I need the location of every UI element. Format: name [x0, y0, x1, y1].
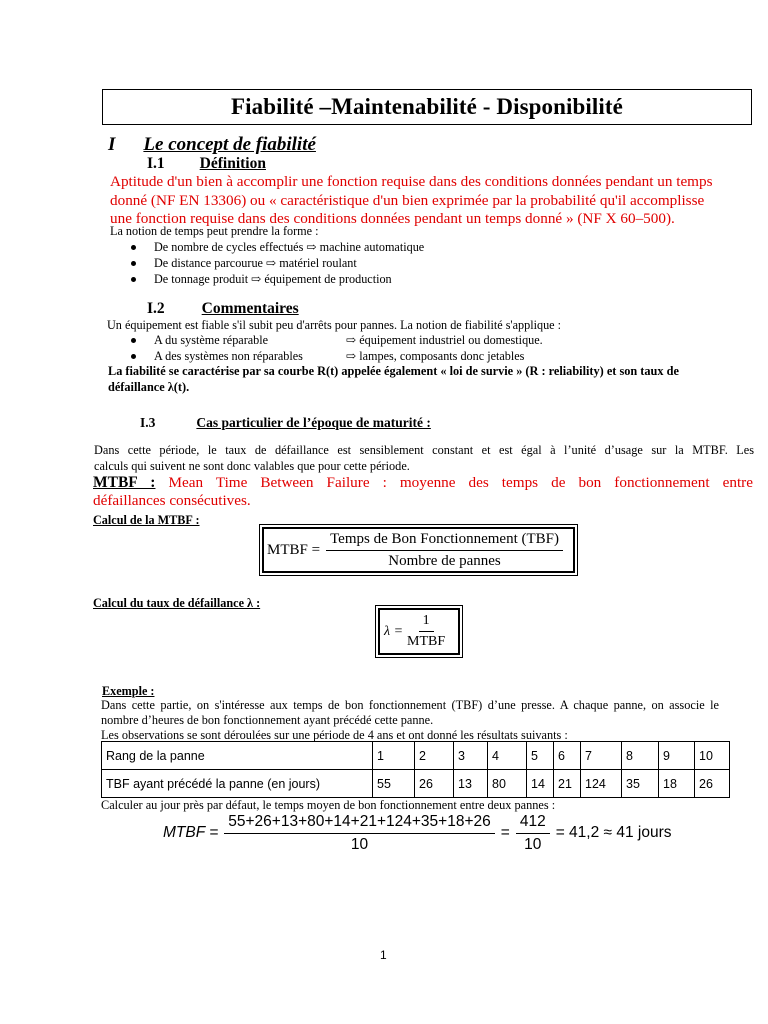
time-notion-intro: La notion de temps peut prendre la forme :	[110, 224, 319, 238]
equals-sign: =	[500, 824, 510, 841]
list-item	[131, 255, 424, 271]
subsection-1-1-number: I.1	[147, 155, 165, 172]
paragraph-line: nombre d’heures de bon fonctionnement ayant précédé cette panne.	[101, 713, 434, 727]
page-title: Fiabilité –Maintenabilité - Disponibilité	[231, 94, 623, 119]
table-cell: 55	[373, 770, 415, 798]
definition-line: donné (NF EN 13306) ou « caractéristique d'un bien exprimée par la probabilité qu'il accomplisse	[110, 191, 705, 209]
comments-intro: Un équipement est fiable s'il subit peu d'arrêts pour pannes. La notion de fiabilité s'applique :	[107, 318, 562, 332]
table-row	[102, 742, 730, 770]
mtbf-formula-box	[262, 527, 575, 573]
calc-instruction: Calculer au jour près par défaut, le temps moyen de bon fonctionnement entre deux pannes :	[101, 798, 556, 812]
list-item	[131, 348, 751, 364]
result-lhs: MTBF =	[163, 824, 219, 841]
subsection-1-1-heading	[147, 155, 266, 173]
table-cell: 13	[454, 770, 488, 798]
example-paragraph	[101, 698, 719, 743]
subsection-1-2-number: I.2	[147, 300, 165, 317]
bullet-icon	[131, 261, 136, 266]
fraction-numerator: Temps de Bon Fonctionnement (TBF)	[326, 531, 563, 551]
mtbf-calc-label	[93, 513, 200, 528]
table-cell: 26	[415, 770, 454, 798]
list-item	[131, 332, 751, 348]
fraction-numerator: 55+26+13+80+14+21+124+35+18+26	[224, 813, 495, 834]
paragraph-line: Dans cette période, le taux de défaillance est sensiblement constant et est égal à l’unité d’usage sur la MTBF. Les	[94, 443, 754, 457]
result-value: = 41,2 ≈ 41 jours	[555, 824, 672, 841]
mtbf-term: MTBF :	[93, 474, 156, 491]
table-cell: 18	[659, 770, 695, 798]
characterization-line: défaillance λ(t).	[108, 380, 190, 394]
list-item	[131, 239, 424, 255]
lambda-formula-lhs: λ =	[384, 623, 404, 639]
example-label-text: Exemple :	[102, 684, 155, 698]
paragraph-line: Les observations se sont déroulées sur une période de 4 ans et ont donné les résultats suivants :	[101, 728, 568, 742]
paragraph-line: calculs qui suivent ne sont donc valables que pour cette période.	[94, 458, 410, 473]
lambda-fraction	[407, 613, 445, 650]
mtbf-meaning-cont: défaillances consécutives.	[93, 492, 251, 509]
fraction-numerator: 412	[516, 813, 550, 834]
applicability-list	[131, 332, 751, 364]
mtbf-meaning: Mean Time Between Failure : moyenne des temps de bon fonctionnement entre	[155, 474, 753, 491]
list-item-detail: ⇨ lampes, composants donc jetables	[346, 348, 525, 363]
table-cell: 80	[488, 770, 527, 798]
list-item-text: A des systèmes non réparables	[154, 348, 303, 363]
table-cell: 8	[622, 742, 659, 770]
bullet-icon	[131, 354, 136, 359]
maturity-paragraph	[94, 443, 754, 474]
example-label	[102, 684, 154, 699]
table-cell: 26	[695, 770, 730, 798]
mtbf-result-formula	[163, 812, 672, 854]
list-item-text: De distance parcourue ⇨ matériel roulant	[154, 255, 357, 270]
subsection-1-2-heading	[147, 300, 299, 318]
fraction-denominator: 10	[350, 835, 369, 853]
page-number: 1	[380, 948, 387, 962]
table-cell: 4	[488, 742, 527, 770]
characterization-line: La fiabilité se caractérise par sa courbe R(t) appelée également « loi de survie » (R : reliability) et son taux de	[108, 364, 679, 378]
tbf-observation-table	[101, 741, 730, 798]
table-cell: 6	[554, 742, 581, 770]
table-cell: 9	[659, 742, 695, 770]
table-cell: 3	[454, 742, 488, 770]
reliability-definition	[110, 173, 760, 229]
section-1-title: Le concept de fiabilité	[143, 134, 316, 155]
fraction-denominator: Nombre de pannes	[388, 552, 501, 569]
list-item-detail: ⇨ équipement industriel ou domestique.	[346, 332, 543, 347]
section-1-heading	[108, 134, 316, 156]
definition-line: Aptitude d'un bien à accomplir une fonction requise dans des conditions données pendant un temps	[110, 173, 713, 190]
time-notion-list	[131, 239, 424, 287]
table-cell: 1	[373, 742, 415, 770]
list-item	[131, 271, 424, 287]
table-cell: 35	[622, 770, 659, 798]
mtbf-formula-lhs: MTBF =	[267, 541, 321, 558]
list-item-text: De tonnage produit ⇨ équipement de production	[154, 271, 392, 286]
title-box	[102, 89, 752, 125]
mtbf-calc-label-text: Calcul de la MTBF :	[93, 513, 200, 527]
lambda-calc-label	[93, 596, 260, 611]
subsection-1-3-heading	[140, 414, 431, 432]
fraction-numerator: 1	[419, 613, 434, 632]
list-item-text: De nombre de cycles effectués ⇨ machine automatique	[154, 239, 425, 254]
table-cell: 14	[527, 770, 554, 798]
table-row-header: Rang de la panne	[102, 742, 373, 770]
fraction-denominator: MTBF	[407, 634, 446, 649]
fraction-denominator: 10	[524, 835, 542, 853]
table-cell: 5	[527, 742, 554, 770]
lambda-calc-label-text: Calcul du taux de défaillance λ :	[93, 596, 261, 610]
sum-fraction	[224, 813, 495, 854]
table-row	[102, 770, 730, 798]
mtbf-fraction	[326, 531, 563, 570]
subsection-1-3-number: I.3	[140, 415, 156, 430]
lambda-formula-box	[378, 608, 460, 655]
list-item-text: A du système réparable	[154, 332, 269, 347]
bullet-icon	[131, 338, 136, 343]
definition-line: une fonction requise dans des conditions données pendant un temps donné » (NF X 60–500).	[110, 210, 675, 227]
table-row-header: TBF ayant précédé la panne (en jours)	[102, 770, 373, 798]
subsection-1-1-title: Définition	[199, 155, 266, 172]
bullet-icon	[131, 245, 136, 250]
bullet-icon	[131, 277, 136, 282]
section-1-number: I	[108, 134, 116, 155]
mtbf-definition	[93, 474, 753, 510]
table-cell: 124	[581, 770, 622, 798]
subsection-1-2-title: Commentaires	[201, 300, 299, 317]
table-cell: 10	[695, 742, 730, 770]
reliability-characterization	[108, 363, 758, 395]
total-fraction	[516, 813, 550, 854]
table-cell: 7	[581, 742, 622, 770]
paragraph-line: Dans cette partie, on s'intéresse aux temps de bon fonctionnement (TBF) d’une presse. A chaque panne, on associe le	[101, 698, 719, 712]
table-cell: 2	[415, 742, 454, 770]
subsection-1-3-title: Cas particulier de l’époque de maturité :	[196, 415, 431, 430]
table-cell: 21	[554, 770, 581, 798]
